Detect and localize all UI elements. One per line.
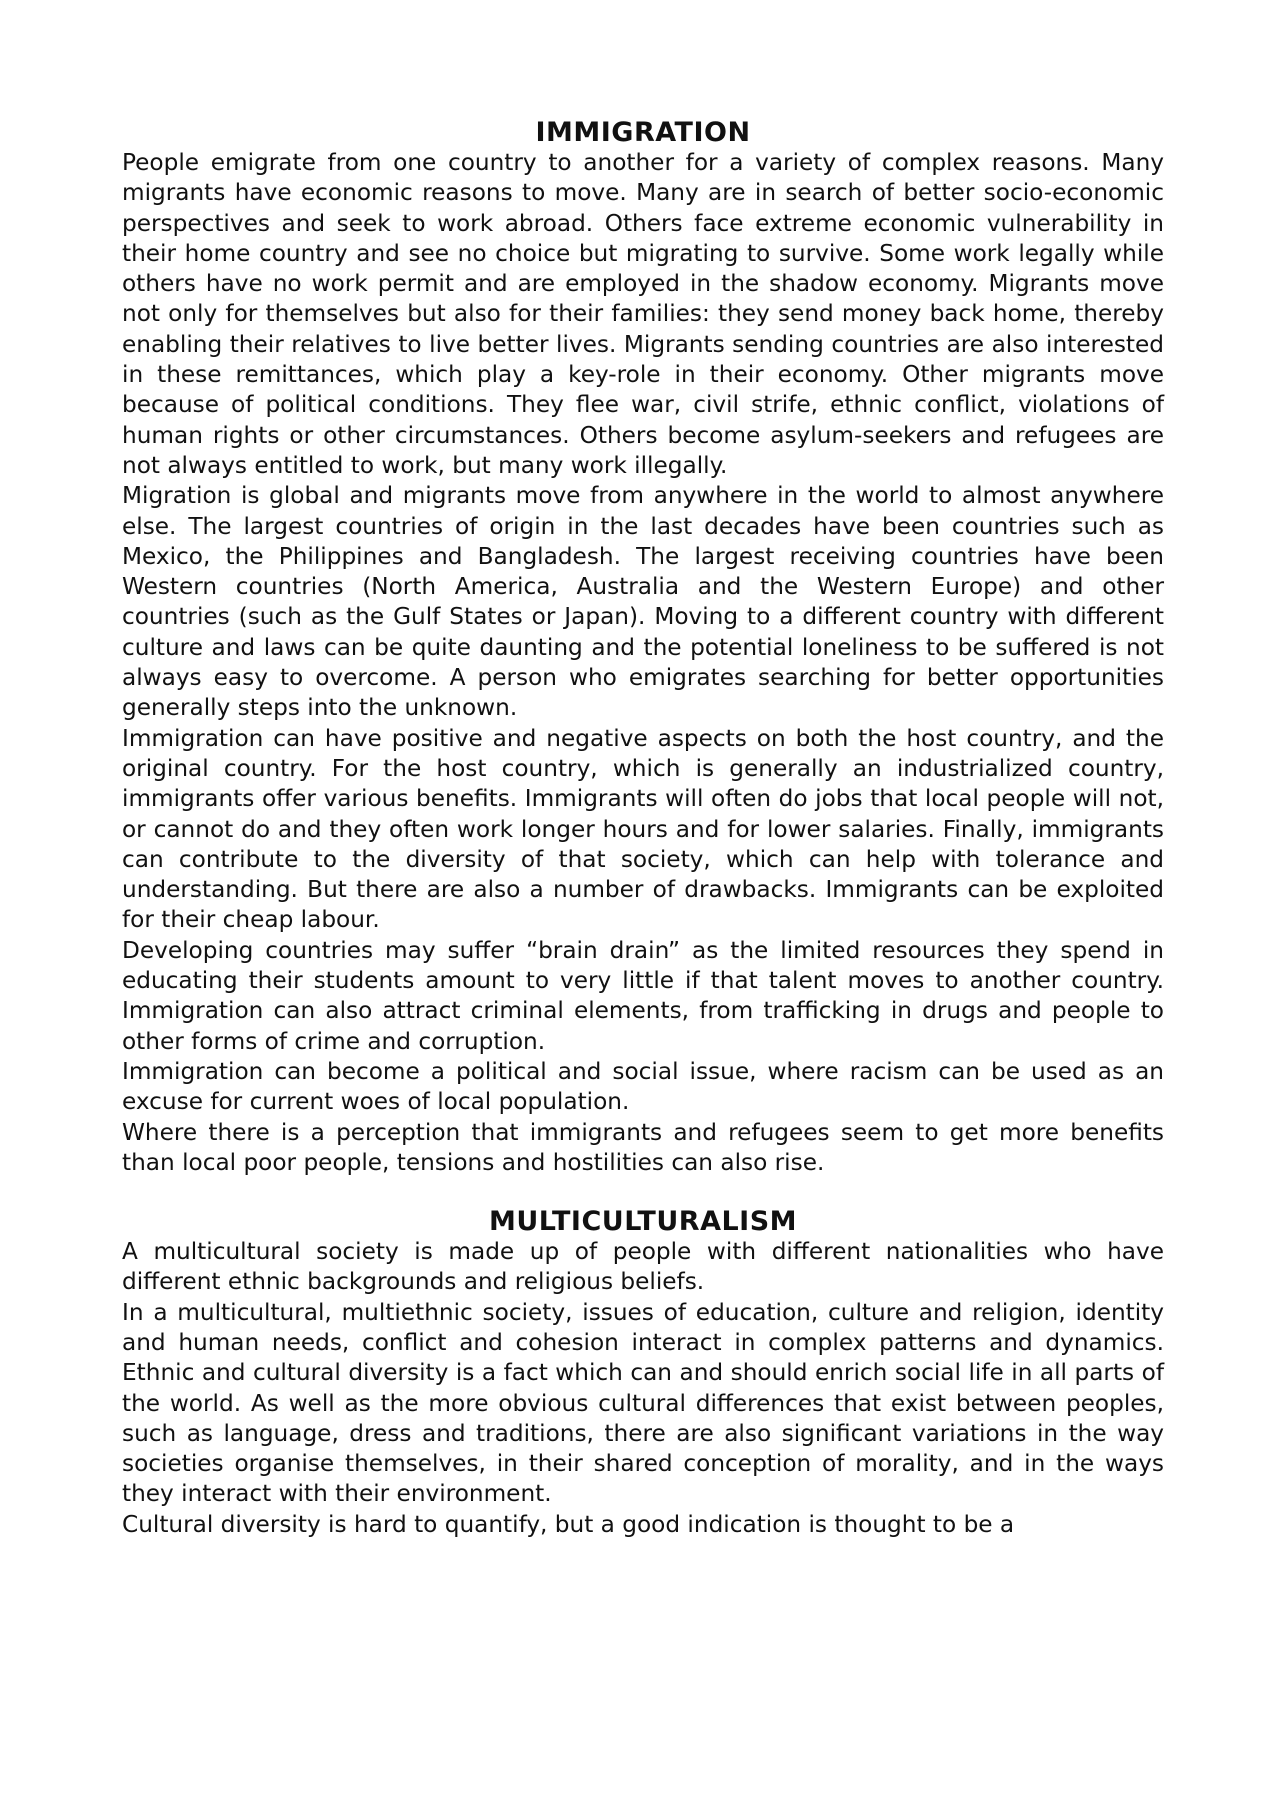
- paragraph: Developing countries may suffer “brain drain” as the limited resources they spend in educating their students amount to very little if that talent moves to another country. Immigration can also attract criminal elements, from trafficking in drugs and people to other forms of crime and corruption.: [122, 936, 1164, 1055]
- paragraph: Where there is a perception that immigrants and refugees seem to get more benefits than local poor people, tensions and hostilities can also rise.: [122, 1118, 1164, 1176]
- section-immigration: [122, 118, 1164, 1178]
- section-title: IMMIGRATION: [535, 117, 751, 148]
- paragraph: People emigrate from one country to another for a variety of complex reasons. Many migrants have economic reasons to move. Many are in search of better socio-economic perspectives and seek to work abroad. Others face extreme economic vulnerability in their home country and see no choice but migrating to survive. Some work legally while others have no work permit and are employed in the shadow economy. Migrants move not only for themselves but also for their families: they send money back home, thereby enabling their relatives to live better lives. Migrants sending countries are also interested in these remittances, which play a key-role in their economy. Other migrants move because of political conditions. They flee war, civil strife, ethnic conflict, violations of human rights or other circumstances. Others become asylum-seekers and refugees are not always entitled to work, but many work illegally.: [122, 149, 1164, 479]
- paragraph: Immigration can have positive and negative aspects on both the host country, and the original country. For the host country, which is generally an industrialized country, immigrants offer various benefits. Immigrants will often do jobs that local people will not, or cannot do and they often work longer hours and for lower salaries. Finally, immigrants can contribute to the diversity of that society, which can help with tolerance and understanding. But there are also a number of drawbacks. Immigrants can be exploited for their cheap labour.: [122, 724, 1164, 934]
- paragraph: Cultural diversity is hard to quantify, but a good indication is thought to be a: [122, 1510, 1015, 1538]
- paragraph: Migration is global and migrants move from anywhere in the world to almost anywhere else. The largest countries of origin in the last decades have been countries such as Mexico, the Philippines and Bangladesh. The largest receiving countries have been Western countries (North America, Australia and the Western Europe) and other countries (such as the Gulf States or Japan). Moving to a different country with different culture and laws can be quite daunting and the potential loneliness to be suffered is not always easy to overcome. A person who emigrates searching for better opportunities generally steps into the unknown.: [122, 482, 1164, 722]
- document-page: [122, 118, 1164, 1540]
- paragraph: A multicultural society is made up of people with different nationalities who have different ethnic backgrounds and religious beliefs.: [122, 1238, 1164, 1296]
- paragraph: In a multicultural, multiethnic society, issues of education, culture and religion, identity and human needs, conflict and cohesion interact in complex patterns and dynamics. Ethnic and cultural diversity is a fact which can and should enrich social life in all parts of the world. As well as the more obvious cultural differences that exist between peoples, such as language, dress and traditions, there are also significant variations in the way societies organise themselves, in their shared conception of morality, and in the ways they interact with their environment.: [122, 1298, 1164, 1508]
- section-title: MULTICULTURALISM: [488, 1206, 798, 1238]
- paragraph: Immigration can become a political and social issue, where racism can be used as an excuse for current woes of local population.: [122, 1057, 1164, 1116]
- section-multiculturalism: [122, 1207, 1164, 1540]
